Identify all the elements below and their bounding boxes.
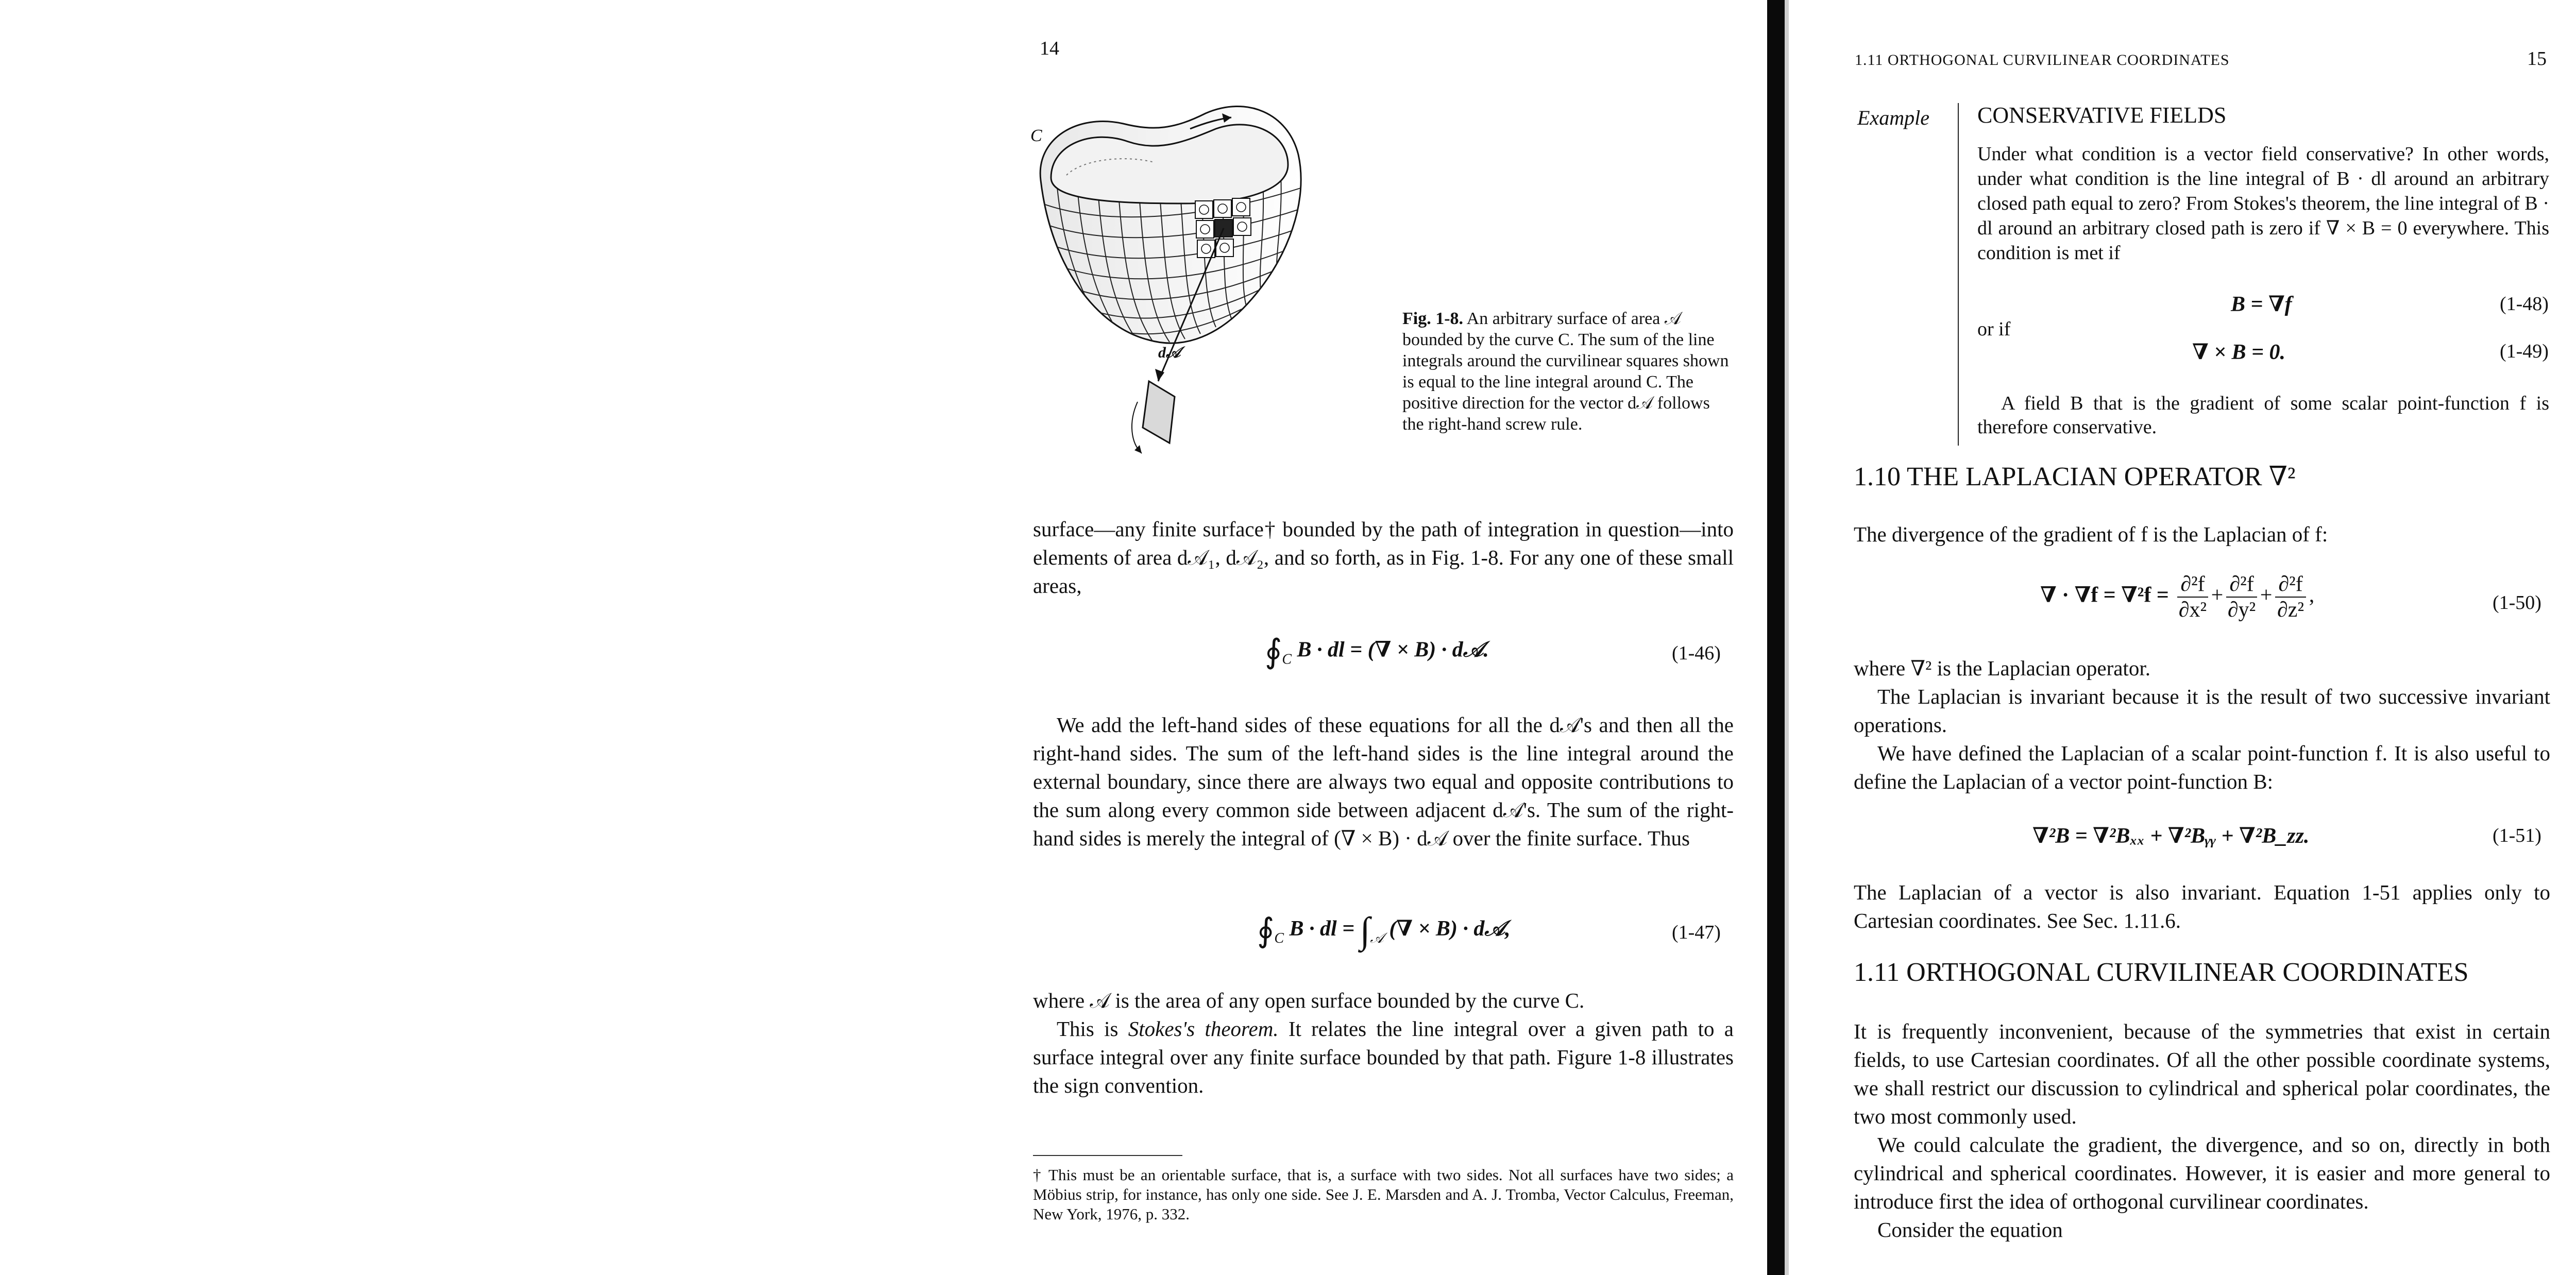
example-closing: A field B that is the gradient of some scalar point-function f is therefore conservative.	[1977, 393, 2549, 438]
section-1-10-intro: The divergence of the gradient of f is the Laplacian of f:	[1854, 522, 2328, 546]
equation-1-47: $∮_C$ B · dl = $\int_𝒜$ (∇ × B) · d𝒜,	[1257, 910, 1511, 951]
right-page-number: 15	[2527, 48, 2547, 70]
para4-start: This is	[1057, 1017, 1128, 1041]
equation-1-48: B = ∇f	[2231, 293, 2292, 316]
section-1-10-heading: 1.10 THE LAPLACIAN OPERATOR ∇²	[1854, 462, 2296, 491]
section-1-11-p1: It is frequently inconvenient, because of the symmetries that exist in certain fields, to use Cartesian coordinates. Of all the other possible coordinate systems, we shall restrict our discussion to cylindrical and spherical polar coordinates, the two most commonly used.	[1854, 1019, 2550, 1128]
figure-1-8-caption	[1402, 308, 1732, 435]
example-rule	[1958, 103, 1959, 446]
caption-text: An arbitrary surface of area 𝒜 bounded by the curve C. The sum of the line integrals around the curvilinear squares shown is equal to the line integral around C. The positive direction for the vector d𝒜 follows the right-hand screw rule.	[1402, 309, 1729, 434]
section-1-11-p2: We could calculate the gradient, the divergence, and so on, directly in both cylindrical and spherical coordinates. However, it is easier and more general to introduce first the idea of orthogonal curvilinear coordinates.	[1854, 1133, 2550, 1213]
figure-1-8-surface	[1020, 93, 1391, 464]
spine-edge	[1785, 0, 1789, 1275]
stokes-theorem-term: Stokes's theorem.	[1128, 1017, 1279, 1041]
example-text: Under what condition is a vector field conservative? In other words, under what condition is the line integral of B · dl around an arbitrary closed path equal to zero? From Stokes's theorem, the line integral of B · dl around an arbitrary closed path is zero if ∇ × B = 0 everywhere. This condition is met if	[1977, 143, 2549, 264]
eq-1-46-number: (1-46)	[1672, 642, 1721, 664]
left-paragraph-3: where 𝒜 is the area of any open surface bounded by the curve C.	[1033, 989, 1585, 1012]
eq-1-46-subscript: C	[1282, 651, 1292, 668]
figure-label-curve: C	[1030, 126, 1042, 145]
para4-rest: It relates the line integral over a given path to a surface integral over any finite surface bounded by that path. Figure 1-8 illustrates the sign convention.	[1033, 1017, 1734, 1097]
eq-1-49-number: (1-49)	[2500, 341, 2549, 362]
eq-1-46-body: B · dl = (∇ × B) · d𝒜.	[1297, 638, 1489, 662]
eq-1-50-term-x: $\frac{\text{∂²f}}{\text{∂x²}}$	[2177, 572, 2208, 622]
example-or-if: or if	[1977, 318, 2011, 340]
section-1-10-where: where ∇² is the Laplacian operator.	[1854, 656, 2150, 680]
eq-1-47-rhs: (∇ × B) · d𝒜,	[1389, 917, 1511, 941]
left-paragraph-1: surface—any finite surface† bounded by the path of integration in question—into elements of area d𝒜₁, d𝒜₂, and so forth, as in Fig. 1-8. For any one of these small areas,	[1033, 517, 1734, 598]
eq-1-51-number: (1-51)	[2493, 825, 2541, 846]
section-1-11-heading: 1.11 ORTHOGONAL CURVILINEAR COORDINATES	[1854, 958, 2469, 987]
equation-1-50: ∇ · ∇f = ∇²f = $\frac{\text{∂²f}}{\text{∂x²}}$ + $\frac{\text{∂²f}}{\text{∂y²}}$ + $\frac{\text{∂²f}}{\text{∂z²}}$ ,	[2040, 572, 2315, 622]
left-paragraph-4	[1033, 1015, 1734, 1100]
section-1-10-p3: We have defined the Laplacian of a scalar point-function f. It is also useful to define the Laplacian of a vector point-function B:	[1854, 741, 2550, 793]
equation-1-49: ∇ × B = 0.	[2192, 341, 2286, 364]
left-page-number: 14	[1040, 38, 1059, 59]
example-title: CONSERVATIVE FIELDS	[1977, 103, 2227, 128]
caption-label: Fig. 1-8.	[1402, 309, 1464, 328]
eq-1-47-sub-a: 𝒜	[1370, 930, 1384, 947]
section-1-11-p3: Consider the equation	[1877, 1218, 2063, 1242]
eq-1-47-sub-c: C	[1274, 930, 1284, 947]
eq-1-50-lhs: ∇ · ∇f = ∇²f =	[2040, 583, 2169, 607]
equation-1-51: ∇²B = ∇²Bₓₓ + ∇²Bᵧᵧ + ∇²B_zz.	[2032, 824, 2310, 848]
section-1-10-p4: The Laplacian of a vector is also invariant. Equation 1-51 applies only to Cartesian coordinates. See Sec. 1.11.6.	[1854, 880, 2550, 932]
example-label: Example	[1857, 106, 1929, 129]
eq-1-47-number: (1-47)	[1672, 922, 1721, 943]
section-1-10-p2: The Laplacian is invariant because it is the result of two successive invariant operations.	[1854, 685, 2550, 737]
left-paragraph-2: We add the left-hand sides of these equations for all the d𝒜's and then all the right-hand sides. The sum of the left-hand sides is the line integral around the external boundary, since there are always two equal and opposite contributions to the sum along every common side between adjacent d𝒜's. The sum of the right-hand sides is merely the integral of (∇ × B) · d𝒜 over the finite surface. Thus	[1033, 713, 1734, 850]
footnote-rule	[1033, 1155, 1182, 1156]
eq-1-50-term-z: $\frac{\text{∂²f}}{\text{∂z²}}$	[2275, 572, 2306, 622]
eq-1-48-number: (1-48)	[2500, 293, 2549, 315]
book-spine	[1767, 0, 1785, 1275]
equation-1-46: $∮_C$ B · dl = (∇ × B) · d𝒜.	[1265, 633, 1489, 670]
running-head: 1.11 ORTHOGONAL CURVILINEAR COORDINATES	[1855, 52, 2230, 69]
footnote: † This must be an orientable surface, that is, a surface with two sides. Not all surfaces have two sides; a Möbius strip, for instance, has only one side. See J. E. Marsden and A. J. Tromba, Vector Calculus, Freeman, New York, 1976, p. 332.	[1033, 1166, 1734, 1223]
eq-1-50-term-y: $\frac{\text{∂²f}}{\text{∂y²}}$	[2226, 572, 2257, 622]
eq-1-50-number: (1-50)	[2493, 592, 2541, 614]
eq-1-47-lhs: B · dl =	[1289, 917, 1355, 941]
figure-label-element: d𝒜	[1158, 344, 1181, 361]
